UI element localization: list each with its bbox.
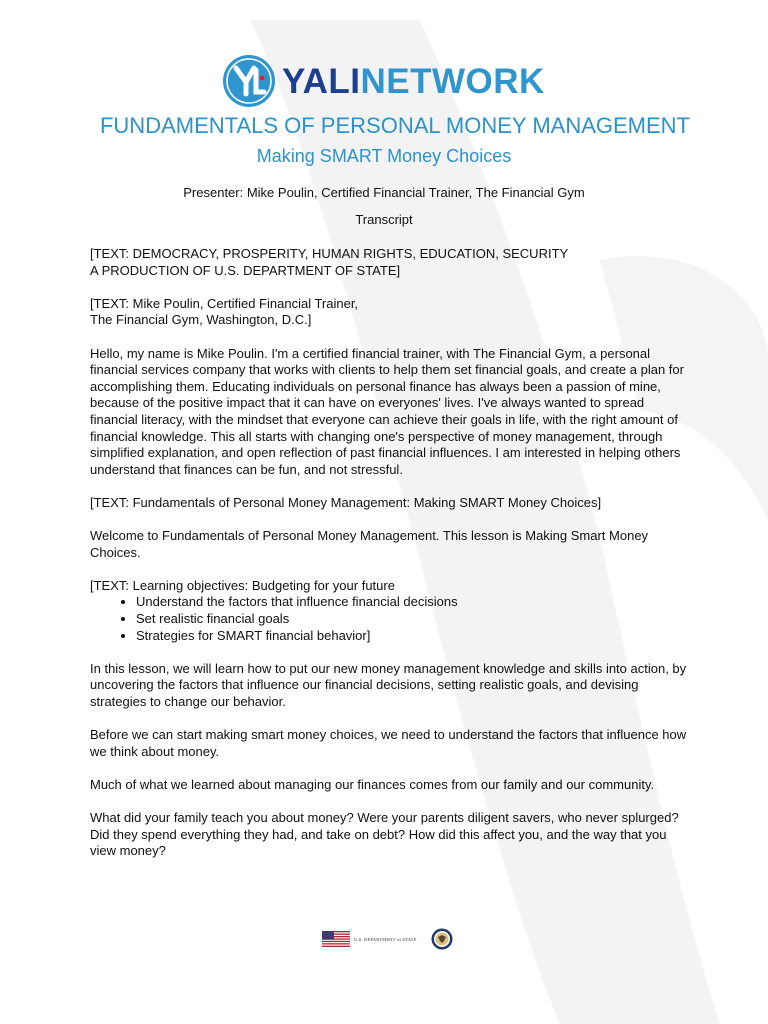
paragraph-production [90,246,690,279]
yali-network-logo [222,52,545,110]
objective-item: • Understand the factors that influence financial decisions [136,594,690,611]
us-flag-icon [322,931,350,947]
paragraph-objectives-heading: [TEXT: Learning objectives: Budgeting for your future [90,577,395,593]
logo-yali-text: YALI [282,61,361,101]
caption-line-1: [TEXT: Mike Poulin, Certified Financial Trainer, [90,295,359,311]
objective-item: • Set realistic financial goals [136,611,690,628]
yali-logo-icon [222,54,276,108]
paragraph-lesson-overview: In this lesson, we will learn how to put our new money management knowledge and skills into action, by uncovering the factors that influence our financial decisions, setting realistic goals, and devising strategies to change our behavior. [90,660,687,710]
paragraph-welcome: Welcome to Fundamentals of Personal Money Management. This lesson is Making Smart Money Choices. [90,528,649,560]
objectives-list [90,594,690,644]
footer-logos [322,928,453,950]
state-department-seal-icon [431,928,453,950]
paragraph-family-community: Much of what we learned about managing our finances comes from our family and our community. [90,777,655,792]
paragraph-presenter-caption [90,296,690,329]
agency-name: U.S. DEPARTMENT of STATE [354,936,417,942]
production-line-2: A PRODUCTION OF U.S. DEPARTMENT OF STATE] [90,262,401,278]
presenter-line: Presenter: Mike Poulin, Certified Financial Trainer, The Financial Gym [183,185,585,200]
document-title: FUNDAMENTALS OF PERSONAL MONEY MANAGEMENT [99,113,690,138]
paragraph-questions: What did your family teach you about money? Were your parents diligent savers, who never splurged? Did they spend everything they had, and take on debt? How did this affect you, and the way that you view money? [90,810,679,859]
logo-network-text: NETWORK [360,61,545,101]
caption-line-2: The Financial Gym, Washington, D.C.] [90,312,312,328]
transcript-label: Transcript [355,212,413,227]
production-line-1: [TEXT: DEMOCRACY, PROSPERITY, HUMAN RIGHTS, EDUCATION, SECURITY [90,246,569,261]
document-subtitle: Making SMART Money Choices [256,146,512,166]
transcript-body [90,246,690,877]
paragraph-introduction: Hello, my name is Mike Poulin. I'm a certified financial trainer, with The Financial Gym, a personal financial services company that works with clients to help them set financial goals, and create a plan for accomplishing them. Educating individuals on personal finance has always been a passion of mine, because of the positive impact that it can have on everyones' lives. I've always wanted to spread financial literacy, with the mindset that everyone can achieve their goals in life, with the right amount of financial knowledge. This all starts with changing one's perspective of money management, through simplified explanation, and open reflection of past financial influences. I am interested in helping others understand that finances can be fun, and not stressful. [90,345,684,477]
objective-item: • Strategies for SMART financial behavior] [136,628,690,645]
paragraph-factors: Before we can start making smart money choices, we need to understand the factors that influence how we think about money. [90,727,687,759]
paragraph-lesson-title: [TEXT: Fundamentals of Personal Money Management: Making SMART Money Choices] [90,494,602,510]
